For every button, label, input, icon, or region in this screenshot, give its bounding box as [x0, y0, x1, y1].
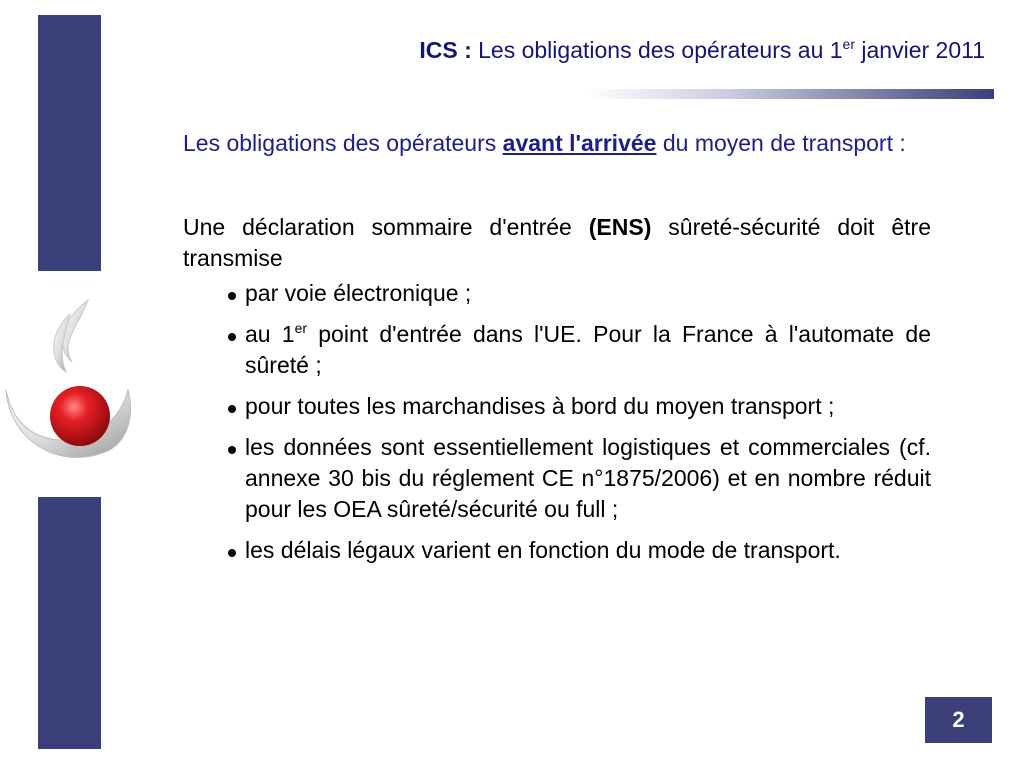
bullet-superscript: er — [294, 320, 308, 336]
slide-title — [250, 37, 985, 64]
subtitle-text-end: du moyen de transport : — [656, 130, 906, 156]
list-item — [245, 391, 931, 422]
title-gradient-bar — [588, 89, 994, 99]
page-number: 2 — [925, 697, 992, 743]
bullet-text: au 1 — [245, 321, 295, 347]
bullet-text: les données sont essentiellement logistiques et commerciales (cf. annexe 30 bis du réglement CE n°1875/2006) et en nombre réduit pour les OEA sûreté/sécurité ou full ; — [245, 434, 931, 522]
sidebar-bottom-bar — [38, 497, 101, 749]
bullet-text: les délais légaux varient en fonction du mode de transport. — [245, 537, 841, 563]
intro-paragraph — [183, 212, 931, 274]
list-item — [245, 432, 931, 525]
intro-ens: (ENS) — [588, 214, 652, 240]
title-text: Les obligations des opérateurs au 1 — [478, 37, 843, 63]
title-text-end: janvier 2011 — [855, 37, 985, 63]
flame-logo-icon — [0, 292, 140, 482]
bullet-text: par voie électronique ; — [245, 280, 472, 306]
list-item — [245, 319, 931, 381]
bullet-text: pour toutes les marchandises à bord du moyen transport ; — [245, 393, 835, 419]
subtitle-emphasis: avant l'arrivée — [502, 130, 657, 156]
subtitle-text: Les obligations des opérateurs — [183, 130, 503, 156]
list-item — [245, 278, 931, 309]
title-superscript: er — [842, 36, 855, 52]
bullet-text-end: point d'entrée dans l'UE. Pour la France à l'automate de sûreté ; — [245, 321, 932, 378]
sidebar-top-bar — [38, 15, 101, 271]
bullet-list — [183, 278, 931, 566]
section-subtitle — [183, 128, 931, 159]
list-item — [245, 535, 931, 566]
slide-content — [183, 128, 931, 576]
intro-text-end: sûreté-sécurité doit être transmise — [183, 214, 931, 271]
title-prefix: ICS : — [419, 37, 472, 63]
intro-text: Une déclaration sommaire d'entrée — [183, 214, 589, 240]
